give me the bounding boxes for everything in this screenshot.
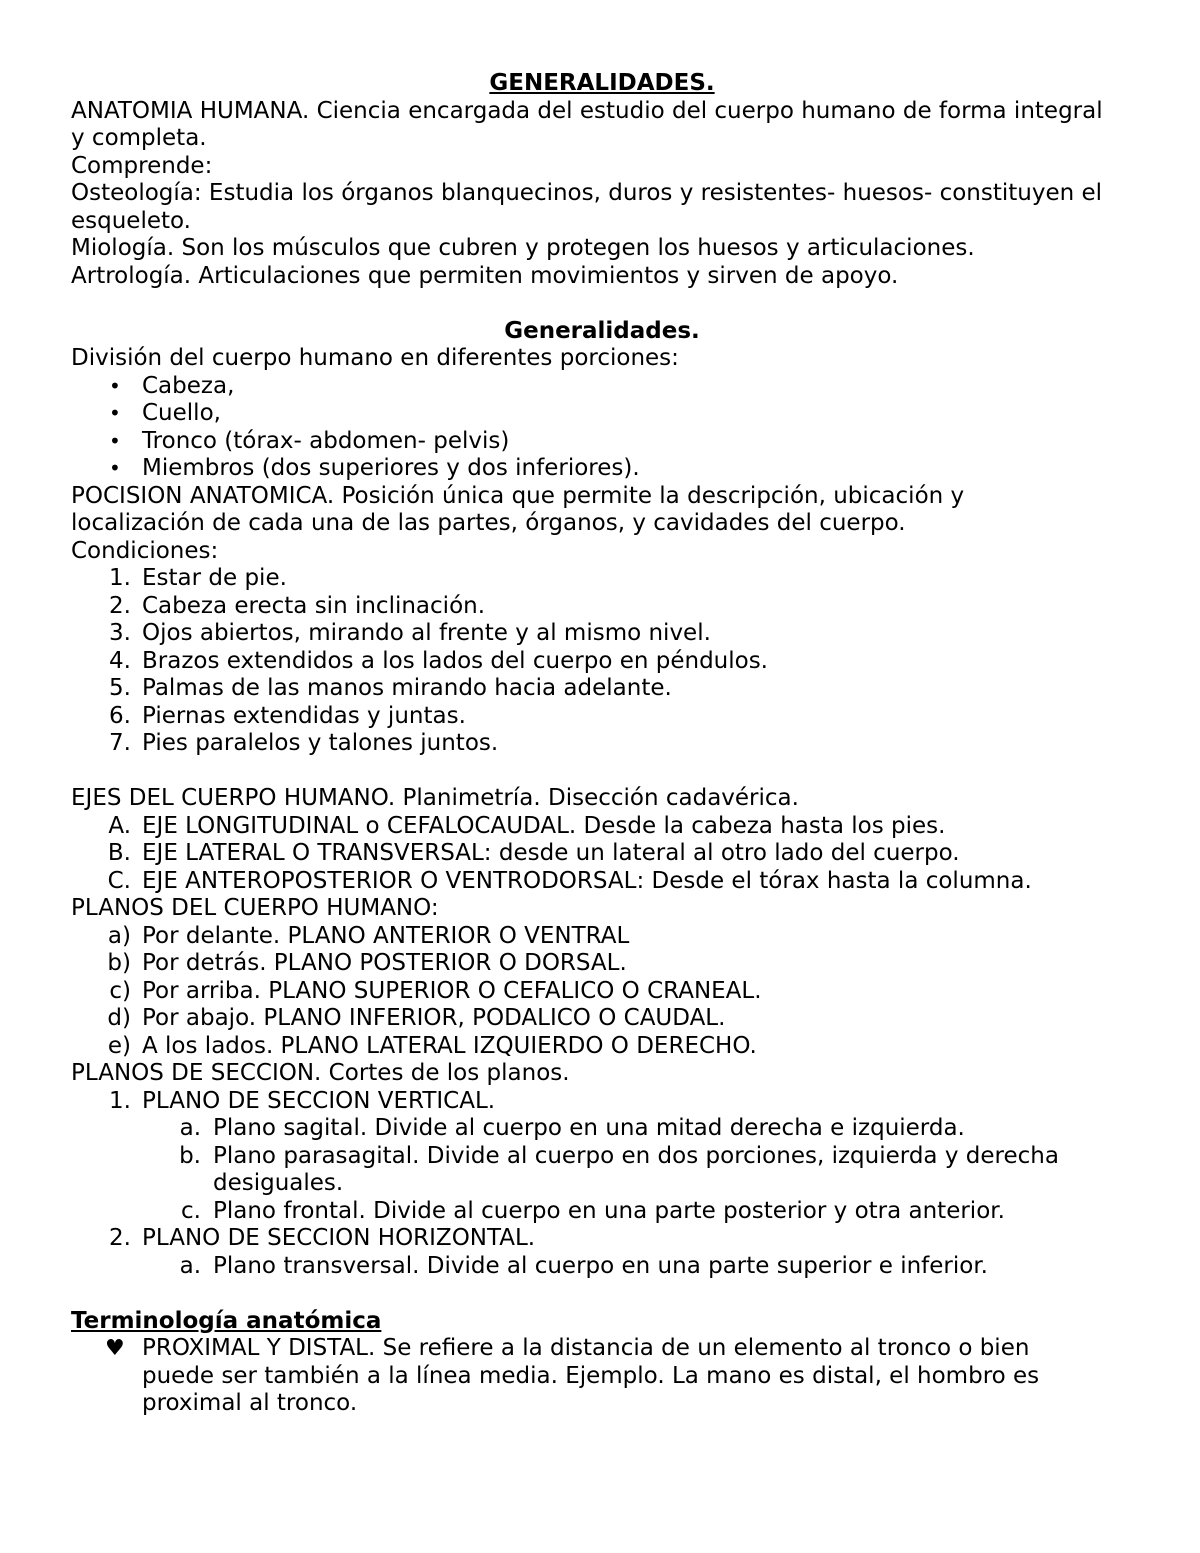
sublist-item-continuation	[71, 1170, 1133, 1198]
list-number: 2.	[109, 592, 131, 619]
list-item	[71, 1088, 1133, 1116]
artrologia-line: Artrología. Articulaciones que permiten movimientos y sirven de apoyo.	[71, 262, 899, 289]
list-item	[71, 1033, 1133, 1061]
sublist-item	[71, 1143, 1133, 1171]
list-item	[71, 1225, 1133, 1253]
list-letter: d)	[107, 1005, 131, 1031]
list-letter: a.	[179, 1115, 201, 1141]
list-item-text: Tronco (tórax- abdomen- pelvis)	[142, 427, 510, 454]
list-number: 6.	[109, 702, 131, 729]
comprende-label: Comprende:	[71, 152, 213, 179]
bullet-icon: •	[109, 373, 121, 398]
list-item-text: Plano parasagital. Divide al cuerpo en dos porciones, izquierda y derecha	[213, 1142, 1059, 1169]
list-number: 5.	[109, 675, 131, 701]
list-letter: e)	[107, 1032, 131, 1059]
list-item-text: puede ser también a la línea media. Ejemplo. La mano es distal, el hombro es	[142, 1362, 1040, 1389]
main-heading: GENERALIDADES.	[489, 70, 715, 96]
list-item-text: Plano transversal. Divide al cuerpo en una parte superior e inferior.	[213, 1252, 988, 1279]
list-item-text: Cabeza,	[142, 372, 235, 399]
division-intro: División del cuerpo humano en diferentes porciones:	[71, 345, 679, 371]
list-item	[71, 428, 1133, 456]
list-item-text: Ojos abiertos, mirando al frente y al mismo nivel.	[142, 620, 711, 646]
anatomia-definition-line2: y completa.	[71, 125, 207, 151]
miologia-line: Miología. Son los músculos que cubren y protegen los huesos y articulaciones.	[71, 235, 975, 261]
list-item	[71, 868, 1133, 896]
osteologia-line2: esqueleto.	[71, 207, 191, 234]
blank-line	[71, 290, 1133, 318]
osteologia-line1: Osteología: Estudia los órganos blanquecinos, duros y resistentes- huesos- constituyen el	[71, 180, 1103, 206]
list-letter: A.	[108, 812, 131, 839]
list-item-text: PROXIMAL Y DISTAL. Se refiere a la distancia de un elemento al tronco o bien	[142, 1335, 1030, 1361]
list-item-text: EJE LATERAL O TRANSVERSAL: desde un lateral al otro lado del cuerpo.	[142, 840, 960, 866]
list-item-text: Por arriba. PLANO SUPERIOR O CEFALICO O CRANEAL.	[142, 977, 762, 1004]
list-item-text: Cabeza erecta sin inclinación.	[142, 592, 486, 619]
list-item	[71, 455, 1133, 483]
sublist-item	[71, 1115, 1133, 1143]
list-item-text: PLANO DE SECCION HORIZONTAL.	[142, 1225, 536, 1251]
list-item	[71, 373, 1133, 401]
list-number: 2.	[109, 1225, 131, 1251]
list-item	[71, 1335, 1133, 1363]
list-item-text: Por detrás. PLANO POSTERIOR O DORSAL.	[142, 950, 627, 976]
terminologia-heading: Terminología anatómica	[71, 1307, 382, 1334]
list-item	[71, 730, 1133, 758]
document-page	[71, 70, 1133, 1418]
list-letter: c.	[181, 1197, 201, 1224]
blank-line	[71, 1280, 1133, 1308]
list-item-text: Palmas de las manos mirando hacia adelante.	[142, 675, 672, 701]
sublist-item	[71, 1253, 1133, 1281]
bullet-icon: •	[109, 401, 121, 425]
list-item-text: Plano frontal. Divide al cuerpo en una parte posterior y otra anterior.	[213, 1197, 1005, 1224]
list-item-text: EJE LONGITUDINAL o CEFALOCAUDAL. Desde la cabeza hasta los pies.	[142, 812, 946, 839]
list-item-text: Miembros (dos superiores y dos inferiores).	[142, 455, 640, 481]
list-item-text: PLANO DE SECCION VERTICAL.	[142, 1087, 496, 1114]
blank-line	[71, 758, 1133, 786]
list-item	[71, 620, 1133, 648]
list-number: 7.	[109, 730, 131, 756]
list-letter: b.	[179, 1142, 201, 1169]
list-item-text: A los lados. PLANO LATERAL IZQUIERDO O DERECHO.	[142, 1032, 757, 1059]
heart-bullet-icon: ♥	[105, 1336, 125, 1361]
list-letter: a)	[107, 922, 131, 949]
anatomia-definition-line1: ANATOMIA HUMANA. Ciencia encargada del estudio del cuerpo humano de forma integral	[71, 97, 1103, 124]
list-item	[71, 593, 1133, 621]
list-letter: a.	[179, 1252, 201, 1279]
posicion-anatomica-line1: POCISION ANATOMICA. Posición única que permite la descripción, ubicación y	[71, 482, 965, 509]
list-number: 4.	[109, 647, 131, 674]
list-item	[71, 1005, 1133, 1033]
bullet-icon: •	[109, 456, 121, 480]
list-item-text: Cuello,	[142, 400, 221, 426]
ejes-intro: EJES DEL CUERPO HUMANO. Planimetría. Disección cadavérica.	[71, 785, 799, 811]
list-item-text: desiguales.	[213, 1170, 344, 1196]
list-item-text: proximal al tronco.	[142, 1390, 358, 1416]
list-item	[71, 648, 1133, 676]
list-number: 3.	[109, 620, 131, 646]
list-item	[71, 813, 1133, 841]
list-item-text: Pies paralelos y talones juntos.	[142, 730, 499, 756]
bullet-icon: •	[109, 428, 121, 453]
list-letter: C.	[107, 867, 131, 894]
list-item	[71, 840, 1133, 868]
list-item-text: Por abajo. PLANO INFERIOR, PODALICO O CAUDAL.	[142, 1005, 726, 1031]
list-item-text: EJE ANTEROPOSTERIOR O VENTRODORSAL: Desde el tórax hasta la columna.	[142, 867, 1032, 894]
list-item-text: Estar de pie.	[142, 565, 287, 591]
list-item	[71, 565, 1133, 593]
list-item-continuation	[71, 1390, 1133, 1418]
condiciones-label: Condiciones:	[71, 537, 219, 564]
list-item	[71, 400, 1133, 428]
list-item-text: Brazos extendidos a los lados del cuerpo en péndulos.	[142, 647, 768, 674]
list-item-text: Plano sagital. Divide al cuerpo en una mitad derecha e izquierda.	[213, 1115, 965, 1141]
list-letter: b)	[107, 950, 131, 976]
list-item	[71, 950, 1133, 978]
list-item-text: Por delante. PLANO ANTERIOR O VENTRAL	[142, 922, 630, 949]
list-item	[71, 923, 1133, 951]
list-letter: c)	[109, 977, 131, 1004]
list-item-continuation	[71, 1363, 1133, 1391]
posicion-anatomica-line2: localización de cada una de las partes, órganos, y cavidades del cuerpo.	[71, 510, 906, 536]
list-item	[71, 978, 1133, 1006]
planos-intro: PLANOS DEL CUERPO HUMANO:	[71, 895, 439, 921]
list-number: 1.	[109, 565, 131, 591]
list-number: 1.	[109, 1087, 131, 1114]
seccion-intro: PLANOS DE SECCION. Cortes de los planos.	[71, 1060, 570, 1086]
list-letter: B.	[107, 840, 131, 866]
list-item	[71, 675, 1133, 703]
section-heading-generalidades: Generalidades.	[504, 317, 700, 344]
list-item	[71, 703, 1133, 731]
list-item-text: Piernas extendidas y juntas.	[142, 702, 466, 729]
sublist-item	[71, 1198, 1133, 1226]
